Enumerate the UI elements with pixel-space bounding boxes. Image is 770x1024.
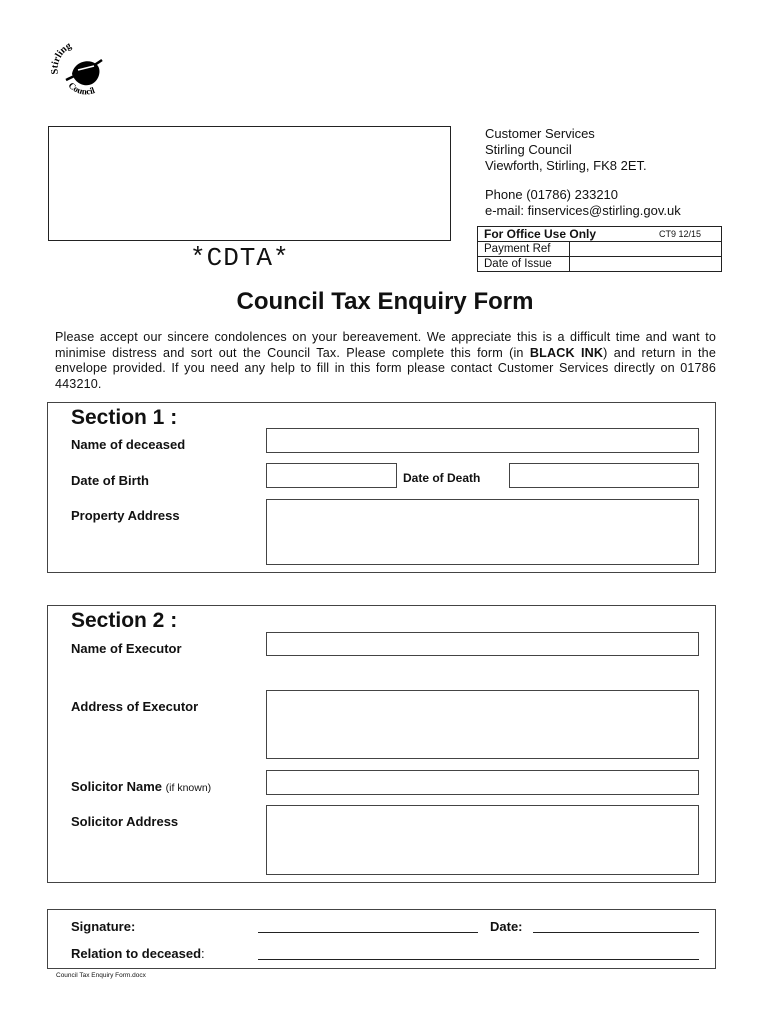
- signature-section: [47, 909, 716, 969]
- date-of-birth-field[interactable]: [266, 463, 397, 488]
- name-of-deceased-label: Name of deceased: [71, 437, 186, 452]
- address-of-executor-field[interactable]: [266, 690, 699, 759]
- logo-text-top: Stirling: [49, 40, 74, 75]
- form-code: CT9 12/15: [658, 229, 701, 239]
- signature-line[interactable]: [258, 932, 478, 933]
- solicitor-name-field[interactable]: [266, 770, 699, 795]
- contact-phone: Phone (01786) 233210: [485, 187, 619, 202]
- office-use-table: [477, 226, 722, 272]
- name-of-executor-field[interactable]: [266, 632, 699, 656]
- date-line[interactable]: [533, 932, 699, 933]
- contact-line-2: Stirling Council: [485, 142, 572, 157]
- section-2-title: Section 2 :: [71, 609, 178, 632]
- name-of-deceased-field[interactable]: [266, 428, 699, 453]
- footer-filename: Council Tax Enquiry Form.docx: [56, 972, 146, 979]
- date-of-death-label: Date of Death: [403, 471, 481, 485]
- section-2: [47, 605, 716, 883]
- contact-details: [485, 126, 681, 219]
- relation-to-deceased-line[interactable]: [258, 959, 699, 960]
- name-of-executor-label: Name of Executor: [71, 641, 182, 656]
- page-title: Council Tax Enquiry Form: [236, 288, 534, 315]
- section-1-title: Section 1 :: [71, 406, 178, 429]
- date-of-issue-label: Date of Issue: [478, 257, 570, 272]
- solicitor-name-note: (if known): [165, 782, 212, 794]
- barcode-code: *CDTA*: [190, 243, 290, 273]
- property-address-label: Property Address: [71, 508, 180, 523]
- section-1: [47, 402, 716, 573]
- contact-line-3: Viewforth, Stirling, FK8 2ET.: [485, 158, 647, 173]
- contact-email[interactable]: e-mail: finservices@stirling.gov.uk: [485, 203, 681, 218]
- solicitor-address-label: Solicitor Address: [71, 814, 179, 829]
- logo-text-bottom: Council: [66, 80, 97, 97]
- address-of-executor-label: Address of Executor: [71, 699, 199, 714]
- black-ink-emphasis: BLACK INK: [529, 345, 604, 360]
- solicitor-name-label: Solicitor Name (if known): [71, 779, 212, 794]
- payment-ref-label: Payment Ref: [478, 242, 570, 257]
- payment-ref-field: [570, 242, 722, 257]
- office-use-header: [478, 227, 722, 242]
- date-of-birth-label: Date of Birth: [71, 473, 149, 488]
- date-of-death-field[interactable]: [509, 463, 699, 488]
- solicitor-address-field[interactable]: [266, 805, 699, 875]
- intro-paragraph: Please accept our sincere condolences on your bereavement. We appreciate this is a difficult time and want to minimise distress and sort out the Council Tax. Please complete this form (in BLACK INK) and return in the envelope provided. If you need any help to fill in this form please contact Customer Services directly on 01786 443210.: [55, 330, 716, 391]
- office-use-title: For Office Use Only: [484, 227, 597, 241]
- contact-line-1: Customer Services: [485, 126, 595, 141]
- recipient-address-box: [48, 126, 451, 241]
- relation-to-deceased-label: Relation to deceased:: [71, 946, 205, 961]
- svg-text:Stirling: [49, 40, 73, 74]
- date-label: Date:: [490, 919, 523, 934]
- signature-label: Signature:: [71, 919, 136, 934]
- property-address-field[interactable]: [266, 499, 699, 565]
- stirling-council-logo: [48, 40, 118, 102]
- date-of-issue-field: [570, 257, 722, 272]
